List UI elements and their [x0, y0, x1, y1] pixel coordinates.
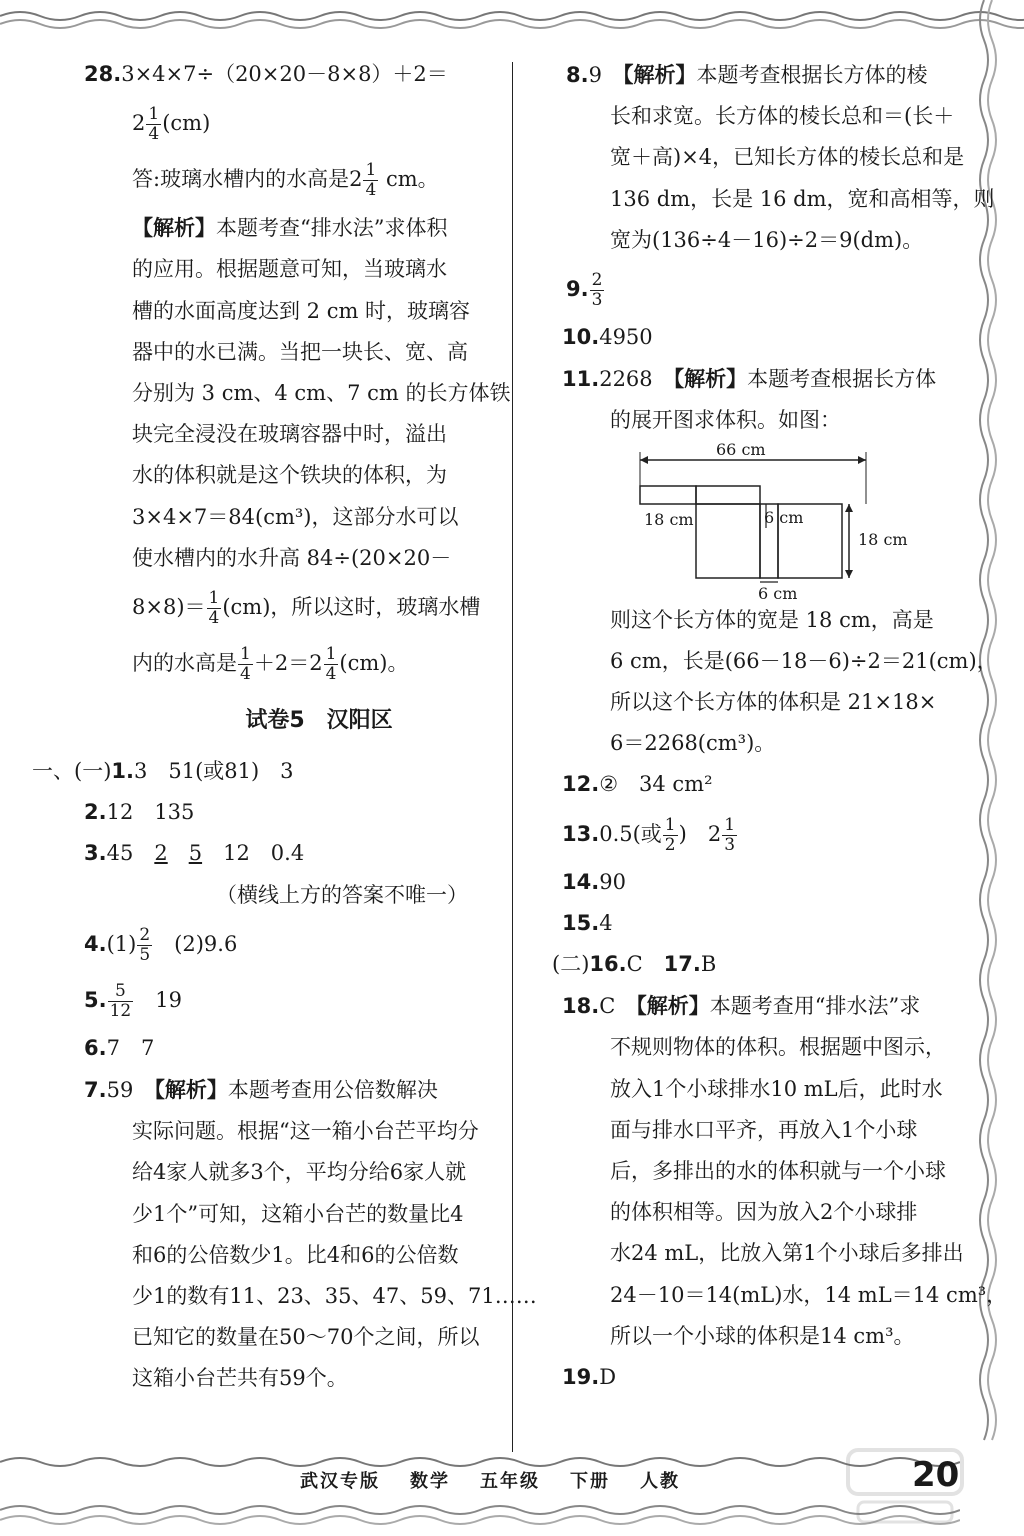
- analysis-line-fraction: 内的水高是 $\frac{1}{4}$ ＋2＝2 $\frac{1}{4}$ (cm)。: [132, 644, 409, 685]
- analysis-line: 后，多排出的水的体积就与一个小球: [610, 1159, 946, 1184]
- analysis-line: 实际问题。根据“这一箱小台芒平均分: [132, 1119, 479, 1144]
- analysis-line: 已知它的数量在50～70个之间，所以: [132, 1325, 480, 1350]
- q10: 10.4950: [562, 325, 653, 350]
- analysis-line: 这箱小台芒共有59个。: [132, 1366, 348, 1391]
- analysis-line: 宽为(136÷4－16)÷2＝9(dm)。: [610, 227, 924, 252]
- analysis-line: 器中的水已满。当把一块长、宽、高: [132, 339, 468, 364]
- analysis-line: 长和求宽。长方体的棱长总和＝(长＋: [610, 104, 955, 129]
- fig-label-mid: 6 cm: [764, 507, 804, 527]
- q3-note: （横线上方的答案不唯一）: [216, 882, 468, 907]
- q3: 3.45 2 5 12 0.4: [84, 841, 305, 866]
- q5: 5. $\frac{5}{12}$ 19: [84, 980, 182, 1021]
- analysis-line: 所以这个长方体的体积是 21×18×: [610, 690, 937, 715]
- page-footer: 武汉专版 数学 五年级 下册 人教: [300, 1471, 680, 1492]
- q19: 19.D: [562, 1365, 617, 1390]
- q18-first: 18.C 【解析】本题考查用“排水法”求: [562, 993, 921, 1019]
- fig-label-top: 66 cm: [716, 439, 766, 459]
- fraction: $\frac{1}{4}$: [148, 104, 160, 145]
- q28-line2: 2 $\frac{1}{4}$ (cm): [132, 104, 211, 145]
- analysis-line: 则这个长方体的宽是 18 cm，高是: [610, 607, 934, 632]
- analysis-line: 槽的水面高度达到 2 cm 时，玻璃容: [132, 298, 471, 323]
- analysis-line: 面与排水口平齐，再放入1个小球: [610, 1117, 918, 1142]
- analysis-line: 放入1个小球排水10 mL后，此时水: [610, 1076, 943, 1101]
- q11-first: 11.2268 【解析】本题考查根据长方体: [562, 366, 937, 392]
- q2: 2.12 135: [84, 800, 195, 825]
- analysis-line: 分别为 3 cm、4 cm、7 cm 的长方体铁: [132, 381, 511, 406]
- q12: 12.② 34 cm²: [562, 772, 713, 797]
- analysis-line: 不规则物体的体积。根据题中图示，: [610, 1035, 946, 1060]
- bottom-wave-border: [0, 1452, 960, 1536]
- q6: 6.7 7: [84, 1035, 155, 1060]
- q14: 14.90: [562, 869, 626, 894]
- q28-analysis-first: 【解析】本题考查“排水法”求体积: [132, 215, 448, 241]
- analysis-line: 使水槽内的水升高 84÷(20×20－: [132, 545, 452, 570]
- fraction: $\frac{1}{3}$: [724, 814, 736, 855]
- analysis-line: 少1个”可知，这箱小台芒的数量比4: [132, 1201, 464, 1226]
- fig-label-bottom: 6 cm: [758, 583, 798, 603]
- left-column: [32, 54, 537, 1400]
- fraction: $\frac{1}{2}$: [664, 814, 676, 855]
- analysis-line: 块完全浸没在玻璃容器中时，溢出: [132, 422, 447, 447]
- q28-line1: 28.3×4×7÷（20×20－8×8）＋2＝: [84, 62, 448, 86]
- analysis-line: 6＝2268(cm³)。: [610, 731, 776, 756]
- analysis-line: 所以一个小球的体积是14 cm³。: [610, 1323, 915, 1348]
- analysis-line: 3×4×7＝84(cm³)，这部分水可以: [132, 504, 459, 529]
- analysis-line: 给4家人就多3个，平均分给6家人就: [132, 1160, 467, 1185]
- analysis-line: 少1的数有11、23、35、47、59、71……: [132, 1284, 537, 1309]
- fraction: $\frac{1}{4}$: [365, 160, 377, 201]
- analysis-line-fraction: 8×8)＝ $\frac{1}{4}$ (cm)，所以这时，玻璃水槽: [132, 588, 481, 629]
- fraction: $\frac{2}{5}$: [139, 924, 151, 965]
- cuboid-net-figure: [586, 439, 946, 603]
- analysis-line: 宽＋高)×4，已知长方体的棱长总和是: [610, 145, 965, 170]
- analysis-line: 的展开图求体积。如图：: [610, 408, 841, 433]
- right-column: [552, 54, 1008, 1398]
- q15: 15.4: [562, 910, 613, 935]
- q1: 一、(一)1.3 51(或81) 3: [32, 759, 294, 784]
- q7-first: 7.59 【解析】本题考查用公倍数解决: [84, 1077, 438, 1103]
- q4: 4.(1) $\frac{2}{5}$ (2)9.6: [84, 924, 238, 965]
- fig-label-left: 18 cm: [644, 509, 694, 529]
- fraction: $\frac{1}{4}$: [208, 588, 220, 629]
- section-title: 试卷5 汉阳区: [245, 708, 393, 734]
- q16-17: (二)16.C 17.B: [552, 952, 717, 977]
- fig-label-right: 18 cm: [858, 529, 908, 549]
- page-number: 20: [912, 1455, 960, 1495]
- q13: 13.0.5(或 $\frac{1}{2}$ ) 2 $\frac{1}{3}$: [562, 814, 736, 855]
- q28-answer: 答:玻璃水槽内的水高是2 $\frac{1}{4}$ cm。: [132, 160, 439, 201]
- analysis-line: 和6的公倍数少1。比4和6的公倍数: [132, 1242, 459, 1267]
- fraction: $\frac{1}{4}$: [240, 644, 251, 685]
- q9: 9. $\frac{2}{3}$: [566, 270, 603, 311]
- fraction: $\frac{5}{12}$: [109, 980, 132, 1021]
- fraction: $\frac{2}{3}$: [591, 270, 603, 311]
- analysis-line: 的应用。根据题意可知，当玻璃水: [132, 257, 447, 282]
- analysis-line: 水的体积就是这个铁块的体积，为: [132, 463, 447, 488]
- analysis-line: 136 dm，长是 16 dm，宽和高相等，则: [610, 186, 995, 211]
- top-wave-border: [0, 0, 1024, 40]
- analysis-line: 24－10＝14(mL)水，14 mL＝14 cm³，: [610, 1282, 1008, 1307]
- analysis-line: 水24 mL，比放入第1个小球后多排出: [610, 1241, 964, 1266]
- analysis-line: 6 cm，长是(66－18－6)÷2＝21(cm)，: [610, 648, 998, 673]
- q8-first: 8.9 【解析】本题考查根据长方体的棱: [566, 62, 928, 87]
- fraction: $\frac{1}{4}$: [325, 644, 337, 685]
- analysis-line: 的体积相等。因为放入2个小球排: [610, 1200, 918, 1225]
- column-divider: [512, 62, 513, 1452]
